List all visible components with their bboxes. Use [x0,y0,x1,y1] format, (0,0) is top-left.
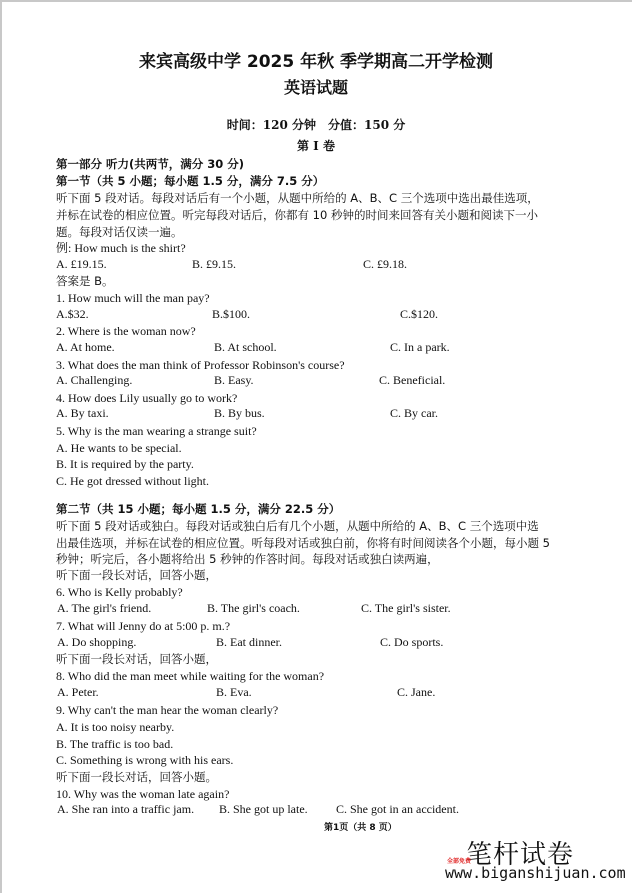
q10-option-b: B. She got up late. [219,802,308,816]
q4-option-b: B. By bus. [214,406,265,420]
section1-instructions-2: 并标在试卷的相应位置。听完每段对话后，你都有 10 秒钟的时间来回答有关小题和阅读下一小 [56,208,538,222]
section2-instructions-1: 听下面 5 段对话或独白。每段对话或独白后有几个小题，从题中所给的 A、B、C 三个选项中选 [56,519,539,533]
section2-prompt-2: 听下面一段长对话，回答小题， [56,652,217,666]
question-3: 3. What does the man think of Professor Robinson's course? [56,358,345,372]
watermark-brand: 笔杆试卷 [466,840,575,870]
question-8: 8. Who did the man meet while waiting for the woman? [56,669,325,683]
section2-heading: 第二节（共 15 小题；每小题 1.5 分，满分 22.5 分） [56,502,341,516]
question-1: 1. How much will the man pay? [56,291,210,305]
question-10: 10. Why was the woman late again? [56,787,230,801]
q3-option-a: A. Challenging. [56,373,133,387]
exam-subtitle: 英语试题 [283,78,348,97]
section2-prompt-3: 听下面一段长对话，回答小题。 [56,770,217,784]
question-7: 7. What will Jenny do at 5:00 p. m.? [56,619,231,633]
page-border-top [0,0,632,2]
q4-option-a: A. By taxi. [56,406,109,420]
q1-option-c: C.$120. [400,307,439,321]
page-number: 第1页（共 8 页） [324,823,397,833]
q9-option-b: B. The traffic is too bad. [56,737,174,751]
section2-prompt-1: 听下面一段长对话，回答小题， [56,568,217,582]
q5-option-b: B. It is required by the party. [56,457,194,471]
section1-instructions-3: 题。每段对话仅读一遍。 [56,225,183,239]
q9-option-c: C. Something is wrong with his ears. [56,753,234,767]
part1-heading: 第一部分 听力(共两节，满分 30 分) [56,157,245,171]
section1-heading: 第一节（共 5 小题；每小题 1.5 分，满分 7.5 分） [56,174,325,188]
page-border-left [0,0,2,893]
q4-option-c: C. By car. [390,406,438,420]
watermark-url: www.biganshijuan.com [445,864,626,882]
q7-option-c: C. Do sports. [380,635,444,649]
q1-option-b: B.$100. [212,307,251,321]
q7-option-a: A. Do shopping. [57,635,137,649]
example-option-c: C. £9.18. [363,257,408,271]
q8-option-b: B. Eva. [216,685,252,699]
q9-option-a: A. It is too noisy nearby. [56,720,175,734]
question-9: 9. Why can't the man hear the woman clearly? [56,703,279,717]
question-6: 6. Who is Kelly probably? [56,585,183,599]
q5-option-c: C. He got dressed without light. [56,474,209,488]
q10-option-c: C. She got in an accident. [336,802,459,816]
question-5: 5. Why is the man wearing a strange suit? [56,424,257,438]
q7-option-b: B. Eat dinner. [216,635,282,649]
q6-option-c: C. The girl's sister. [361,601,451,615]
exam-title: 来宾高级中学 2025 年秋 季学期高二开学检测 [138,52,494,72]
q6-option-b: B. The girl's coach. [207,601,300,615]
section2-instructions-3: 秒钟；听完后，各小题将给出 5 秒钟的作答时间。每段对话或独白读两遍， [56,552,439,566]
q2-option-b: B. At school. [214,340,277,354]
q8-option-c: C. Jane. [397,685,436,699]
section2-instructions-2: 出最佳选项，并标在试卷的相应位置。听每段对话或独白前，你将有时间阅读各个小题，每小题 5 [56,536,550,550]
q8-option-a: A. Peter. [57,685,99,699]
volume-label: 第 I 卷 [297,139,335,153]
q3-option-c: C. Beneficial. [379,373,446,387]
q10-option-a: A. She ran into a traffic jam. [57,802,195,816]
example-answer: 答案是 B。 [56,274,114,288]
q3-option-b: B. Easy. [214,373,254,387]
q6-option-a: A. The girl's friend. [57,601,152,615]
q1-option-a: A.$32. [56,307,89,321]
section1-instructions-1: 听下面 5 段对话。每段对话后有一个小题，从题中所给的 A、B、C 三个选项中选出最佳选项， [56,191,539,205]
q2-option-a: A. At home. [56,340,115,354]
q5-option-a: A. He wants to be special. [56,441,182,455]
exam-meta: 时间：120 分钟 分值：150 分 [226,118,406,132]
q2-option-c: C. In a park. [390,340,450,354]
example-option-b: B. £9.15. [192,257,237,271]
question-2: 2. Where is the woman now? [56,324,196,338]
watermark-badge: 全部免费 [447,858,472,865]
example-option-a: A. £19.15. [56,257,107,271]
question-4: 4. How does Lily usually go to work? [56,391,238,405]
example-question: 例: How much is the shirt? [56,241,186,255]
